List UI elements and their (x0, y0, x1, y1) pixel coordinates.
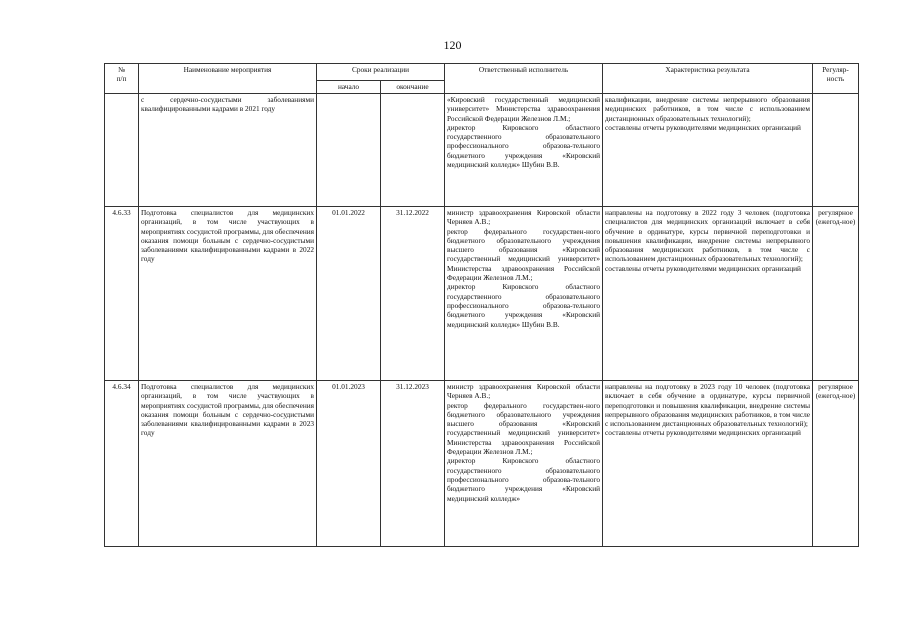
row-num: 4.6.34 (105, 381, 139, 547)
row-result: направлены на подготовку в 2022 году 3 человек (подготовка специалистов для медицинских организаций включает в себя обучение в ординатуре, курсы первичной переподготовки и повышения квалификации, внедрение системы непрерывного образования медицинских работников, в том числе с использованием дистанционных образовательных технологий); составлены отчеты руководителями медицинских организаций (603, 207, 813, 381)
header-start: начало (317, 81, 381, 94)
page-number: 120 (443, 38, 462, 52)
row-end: 31.12.2022 (381, 207, 445, 381)
row-regularity (813, 94, 859, 207)
row-name: с сердечно-сосудистыми заболеваниями квалифицированными кадрами в 2021 году (139, 94, 317, 207)
header-regularity: Регуляр- ность (813, 64, 859, 94)
table-row (105, 94, 859, 207)
row-num (105, 94, 139, 207)
table-header-row (105, 64, 859, 81)
row-end: 31.12.2023 (381, 381, 445, 547)
row-result: направлены на подготовку в 2023 году 10 человек (подготовка включает в себя обучение в ординатуре, курсы первичной переподготовки и повышения квалификации, внедрение системы непрерывного образования медицинских работников, в том числе с использованием дистанционных образовательных технологий); составлены отчеты руководителями медицинских организаций (603, 381, 813, 547)
row-executor: «Кировский государственный медицинский университет» Министерства здравоохранения Российской Федерации Железнов Л.М.; директор Кировского областного государственного образовательного профессионального образова-тельного бюджетного учреждения «Кировский медицинский колледж» Шубин В.В. (445, 94, 603, 207)
header-end: окончание (381, 81, 445, 94)
row-result: квалификации, внедрение системы непрерывного образования медицинских работников, в том числе с использованием дистанционных образовательных технологий); составлены отчеты руководителями медицинских организаций (603, 94, 813, 207)
header-terms: Сроки реализации (317, 64, 445, 81)
row-end (381, 94, 445, 207)
plan-table (104, 63, 859, 547)
header-executor: Ответственный исполнитель (445, 64, 603, 94)
header-name: Наименование мероприятия (139, 64, 317, 94)
header-result: Характеристика результата (603, 64, 813, 94)
row-start (317, 94, 381, 207)
row-start: 01.01.2022 (317, 207, 381, 381)
row-start: 01.01.2023 (317, 381, 381, 547)
row-executor: министр здравоохранения Кировской области Черняев А.В.; ректор федерального государствен-ного бюджетного образовательного учреждения высшего образования «Кировский государственный медицинский университет» Министерства здравоохранения Российской Федерации Железнов Л.М.; директор Кировского областного государственного образовательного профессионального образова-тельного бюджетного учреждения «Кировский медицинский колледж» Шубин В.В. (445, 207, 603, 381)
table-row (105, 207, 859, 381)
row-regularity: регулярное (ежегод-ное) (813, 381, 859, 547)
row-name: Подготовка специалистов для медицинских организаций, в том числе участвующих в мероприятиях сосудистой программы, для обеспечения оказания помощи больным с сердечно-сосудистыми заболеваниями квалифицированными кадрами в 2023 году (139, 381, 317, 547)
row-regularity: регулярное (ежегод-ное) (813, 207, 859, 381)
row-name: Подготовка специалистов для медицинских организаций, в том числе участвующих в мероприятиях сосудистой программы, для обеспечения оказания помощи больным с сердечно-сосудистыми заболеваниями квалифицированными кадрами в 2022 году (139, 207, 317, 381)
row-executor: министр здравоохранения Кировской области Черняев А.В.; ректор федерального государствен-ного бюджетного образовательного учреждения высшего образования «Кировский государственный медицинский университет» Министерства здравоохранения Российской Федерации Железнов Л.М.; директор Кировского областного государственного образовательного профессионального образова-тельного бюджетного учреждения «Кировский медицинский колледж» (445, 381, 603, 547)
row-num: 4.6.33 (105, 207, 139, 381)
header-num: № п/п (105, 64, 139, 94)
table-row (105, 381, 859, 547)
